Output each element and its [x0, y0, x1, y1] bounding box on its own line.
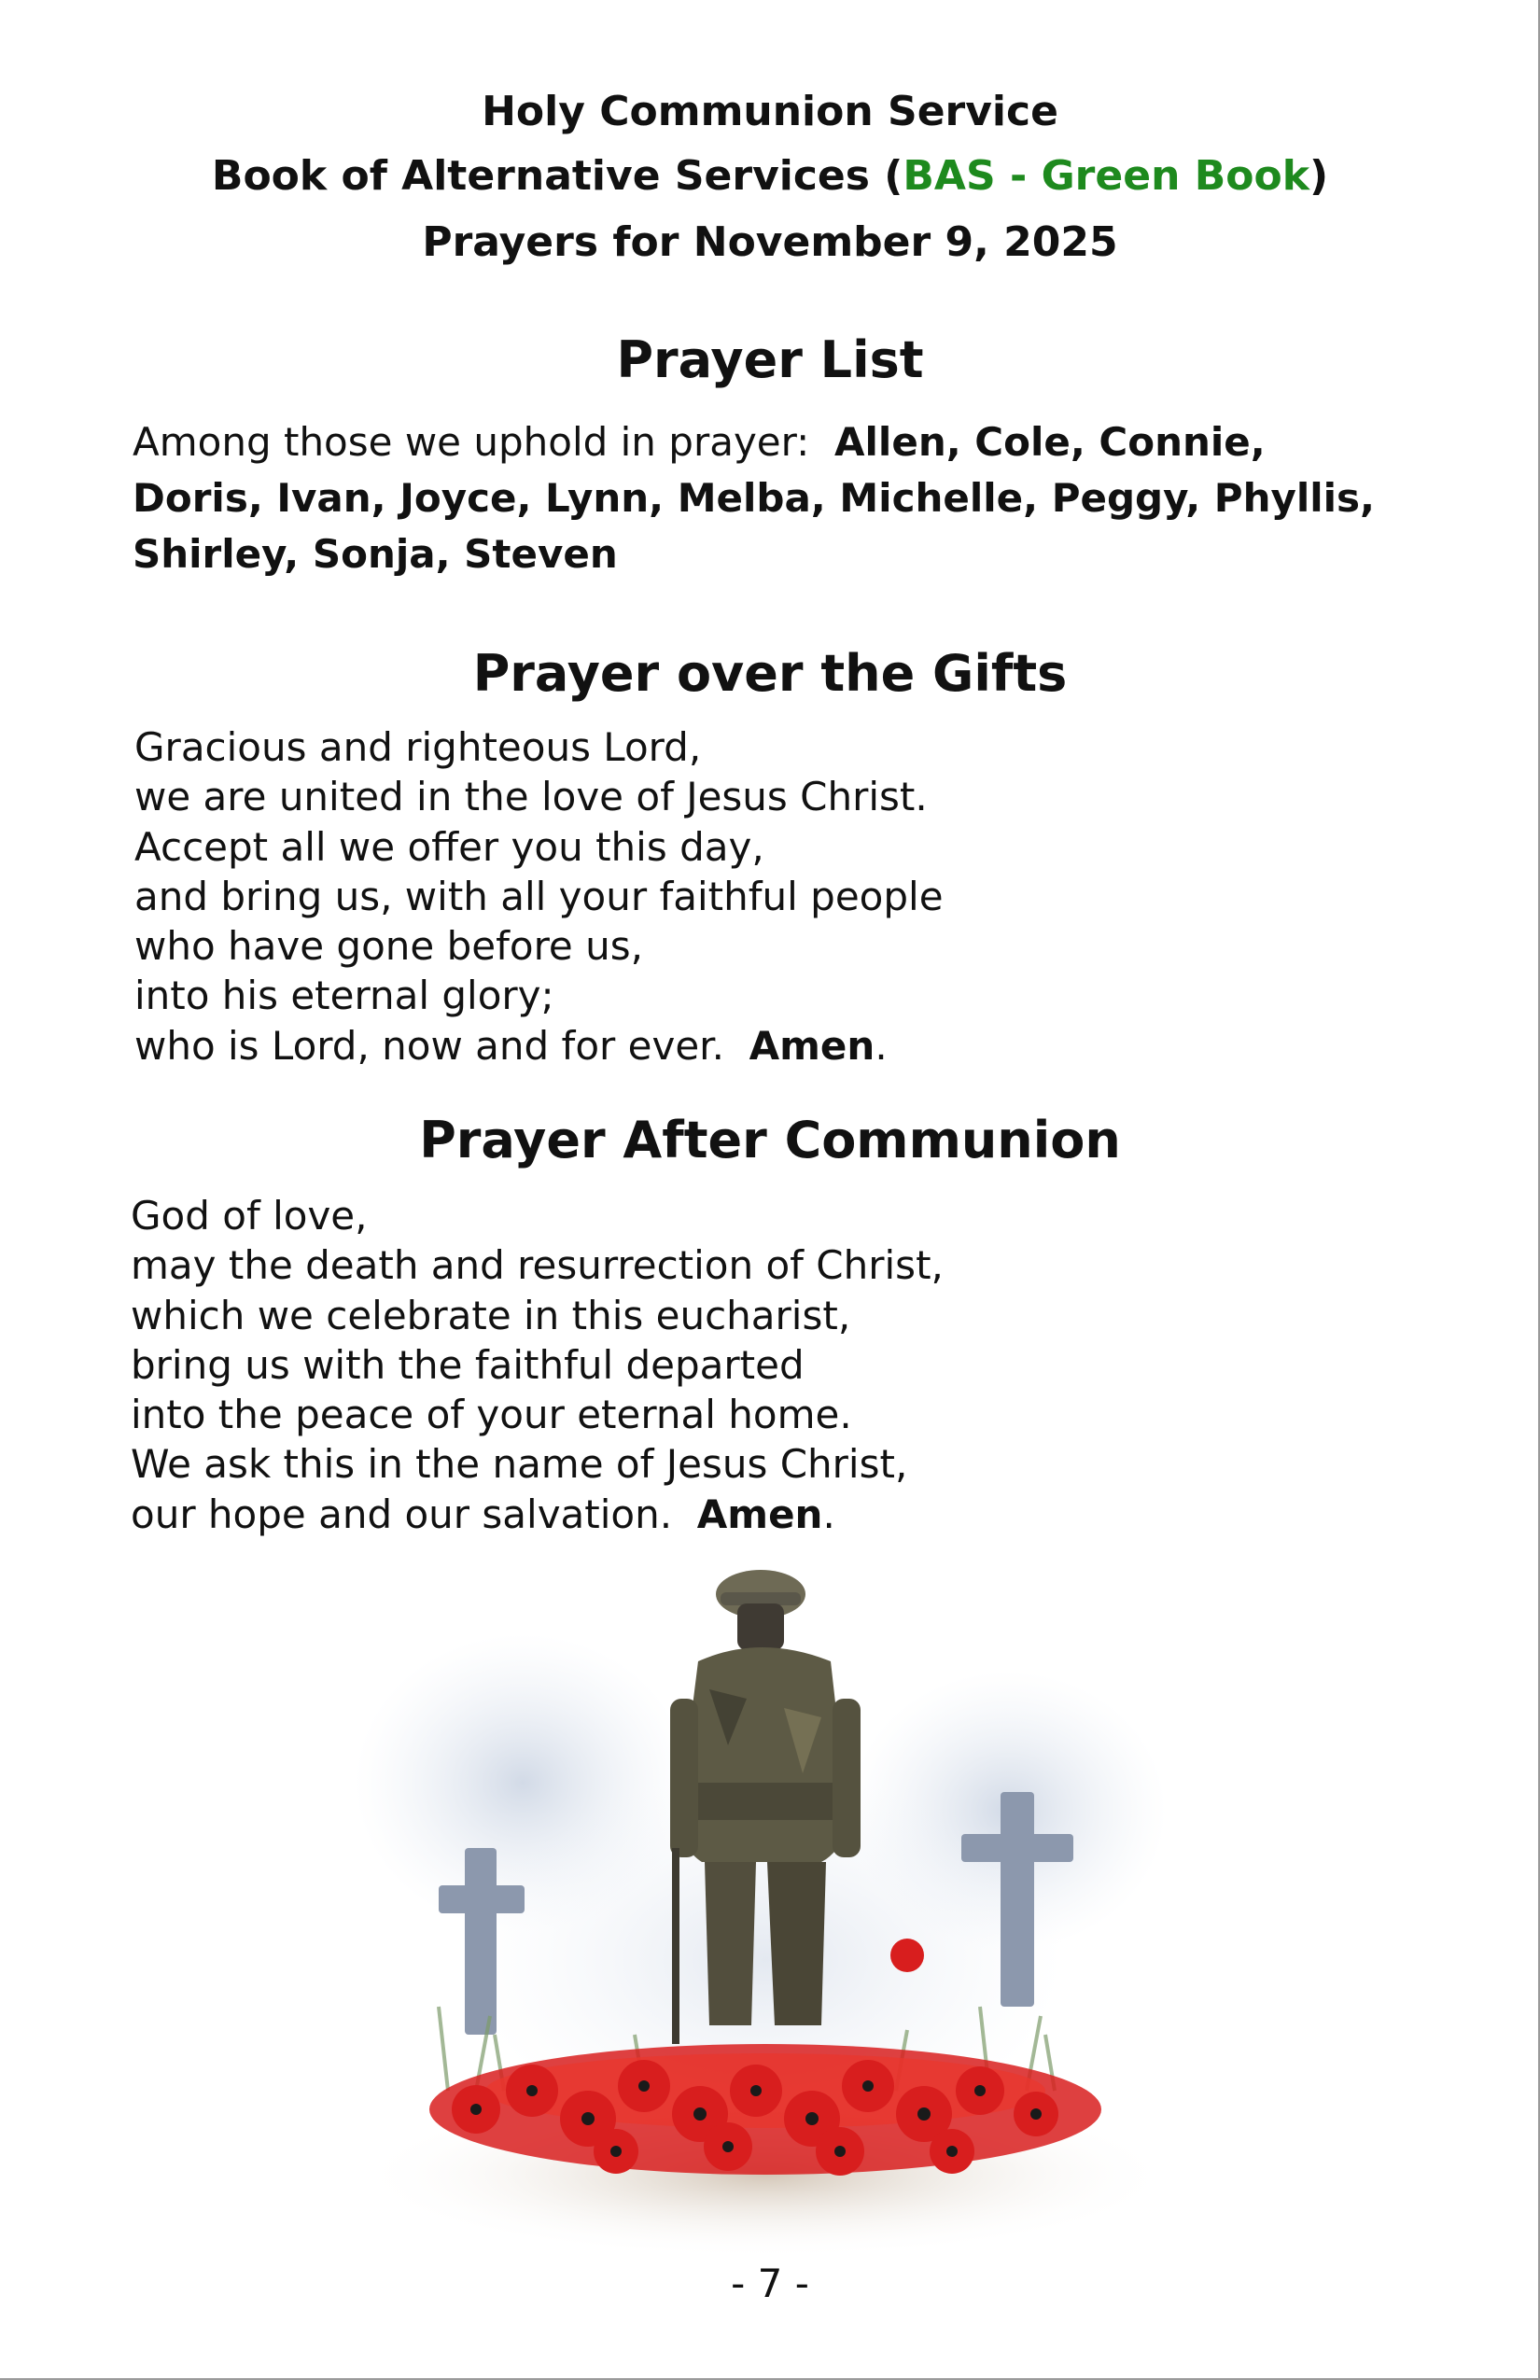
- verse-line: into the peace of your eternal home.: [131, 1392, 852, 1438]
- service-title: Holy Communion Service: [482, 88, 1058, 135]
- prayer-list-names: Allen, Cole, Connie, Doris, Ivan, Joyce, Lynn, Melba, Michelle, Peggy, Phyllis, Shirley, Sonja, Steven: [133, 419, 1375, 577]
- prayer-after-communion-title: Prayer After Communion: [419, 1111, 1121, 1169]
- book-suffix: ): [1309, 152, 1329, 200]
- prayer-over-gifts-text: [134, 722, 944, 1071]
- amen-response: Amen: [749, 1022, 875, 1069]
- verse-line: we are united in the love of Jesus Christ.: [134, 774, 928, 820]
- verse-last-line: [134, 1021, 944, 1071]
- service-book-line: [0, 152, 1540, 200]
- prayer-after-communion-text: [131, 1191, 944, 1539]
- verse-line-text: who is Lord, now and for ever.: [134, 1022, 724, 1069]
- verse-line: which we celebrate in this eucharist,: [131, 1292, 851, 1338]
- verse-line: Accept all we offer you this day,: [134, 823, 764, 870]
- prayer-list-body: [133, 414, 1383, 582]
- prayer-list-title: Prayer List: [616, 330, 924, 389]
- page-number: - 7 -: [731, 2261, 809, 2306]
- verse-last-line: [131, 1490, 944, 1539]
- verse-line: We ask this in the name of Jesus Christ,: [131, 1441, 908, 1488]
- service-date: Prayers for November 9, 2025: [422, 218, 1118, 266]
- verse-line-text: our hope and our salvation.: [131, 1491, 673, 1537]
- prayer-list-intro: Among those we uphold in prayer:: [133, 419, 810, 465]
- verse-line: Gracious and righteous Lord,: [134, 724, 702, 770]
- verse-line: into his eternal glory;: [134, 973, 554, 1019]
- period: .: [875, 1022, 888, 1069]
- verse-line: and bring us, with all your faithful people: [134, 873, 944, 919]
- amen-response: Amen: [696, 1491, 823, 1537]
- book-highlight: BAS - Green Book: [903, 152, 1309, 200]
- verse-line: who have gone before us,: [134, 923, 643, 970]
- verse-line: may the death and resurrection of Christ,: [131, 1242, 944, 1289]
- verse-line: God of love,: [131, 1193, 368, 1239]
- soldier-poppies-crosses-illustration: [336, 1568, 1195, 2259]
- book-prefix: Book of Alternative Services (: [211, 152, 903, 200]
- prayer-over-gifts-title: Prayer over the Gifts: [472, 644, 1068, 703]
- period: .: [822, 1491, 835, 1537]
- verse-line: bring us with the faithful departed: [131, 1341, 805, 1388]
